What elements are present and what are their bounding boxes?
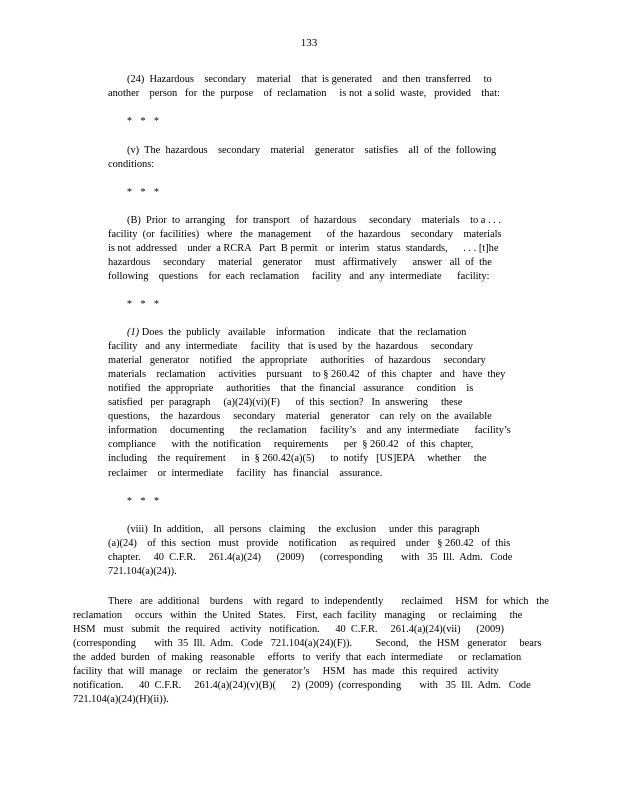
text-line: [73, 651, 521, 665]
text-line: [108, 340, 473, 354]
text-run: materials reclamation activities pursuant to § 260.42 of this chapter and have they: [108, 369, 506, 381]
text-line: [108, 551, 512, 565]
text-line: [108, 537, 510, 551]
text-line: [73, 609, 522, 623]
text-run: hazardous secondary material generator must affirmatively answer all of the: [108, 257, 492, 269]
ellipsis-stars: * * *: [127, 116, 162, 127]
text-line: [127, 326, 466, 340]
text-run: Does the publicly available information indicate that the reclamation: [139, 327, 467, 338]
text-line: [108, 368, 505, 382]
text-line: [108, 158, 154, 172]
text-line: [108, 256, 492, 270]
italic-marker: (1): [127, 327, 140, 338]
text-line: [127, 73, 492, 87]
text-line: [108, 228, 502, 242]
text-line: [108, 565, 177, 579]
text-run: reclamation occurs within the United States. First, each facility managing or reclaiming the: [73, 610, 523, 622]
text-line: [108, 354, 486, 368]
text-line: [108, 467, 382, 481]
text-line: [108, 87, 500, 101]
text-line: [73, 623, 504, 637]
text-run: (24) Hazardous secondary material that is generated and then transferred to: [127, 74, 492, 85]
text-run: There are additional burdens with regard to independently reclaimed HSM for which the: [108, 596, 549, 607]
text-line: [73, 665, 499, 679]
text-run: information documenting the reclamation facility’s and any intermediate facility’s: [108, 425, 511, 437]
text-line: [127, 523, 480, 537]
text-run: (viii) In addition, all persons claiming the exclusion under this paragraph: [127, 524, 480, 535]
text-run: the added burden of making reasonable efforts to verify that each intermediate or reclamation: [73, 652, 522, 664]
text-line: [73, 693, 169, 707]
text-run: (B) Prior to arranging for transport of hazardous secondary materials to a . . .: [127, 215, 501, 226]
text-run: conditions:: [108, 159, 155, 171]
text-line: [73, 679, 531, 693]
text-run: another person for the purpose of reclamation is not a solid waste, provided that:: [108, 88, 500, 100]
text-line: [108, 452, 487, 466]
text-line: [108, 270, 489, 284]
text-run: (corresponding with 35 Ill. Adm. Code 721.104(a)(24)(F)). Second, the HSM generator bears: [73, 638, 542, 650]
text-run: reclaimer or intermediate facility has financial assurance.: [108, 467, 383, 479]
ellipsis-stars: * * *: [127, 187, 162, 198]
text-run: 721.104(a)(24)(H)(ii)).: [73, 694, 169, 706]
text-line: [108, 382, 473, 396]
text-run: is not addressed under a RCRA Part B permit or interim status standards, . . . [t]he: [108, 243, 499, 255]
text-run: facility and any intermediate facility that is used by the hazardous secondary: [108, 341, 474, 353]
ellipsis-stars: * * *: [127, 496, 162, 507]
text-run: satisfied per paragraph (a)(24)(vi)(F) of this section? In answering these: [108, 397, 463, 409]
text-run: material generator notified the appropriate authorities of hazardous secondary: [108, 355, 486, 367]
text-line: [108, 424, 511, 438]
text-line: [127, 144, 496, 158]
text-run: HSM must submit the required activity notification. 40 C.F.R. 261.4(a)(24)(vii) (2009): [73, 624, 504, 636]
text-run: following questions for each reclamation facility and any intermediate facility:: [108, 271, 490, 283]
text-run: notification. 40 C.F.R. 261.4(a)(24)(v)(B)( 2) (2009) (corresponding with 35 Ill. Adm. Code: [73, 680, 531, 692]
text-line: [108, 396, 462, 410]
text-line: [127, 214, 501, 228]
text-run: 721.104(a)(24)).: [108, 566, 177, 578]
page-number: 133: [300, 37, 318, 49]
text-run: facility (or facilities) where the management of the hazardous secondary materials: [108, 229, 502, 241]
text-run: including the requirement in § 260.42(a)(5) to notify [US]EPA whether the: [108, 453, 487, 465]
text-line: [108, 410, 492, 424]
text-line: [108, 438, 473, 452]
ellipsis-stars: * * *: [127, 299, 162, 310]
text-run: chapter. 40 C.F.R. 261.4(a)(24) (2009) (corresponding with 35 Ill. Adm. Code: [108, 552, 513, 564]
text-run: notified the appropriate authorities that the financial assurance condition is: [108, 383, 474, 395]
text-run: facility that will manage or reclaim the generator’s HSM has made this required activity: [73, 666, 499, 678]
text-line: [73, 637, 541, 651]
text-run: questions, the hazardous secondary material generator can rely on the available: [108, 411, 492, 423]
text-line: [108, 242, 498, 256]
text-run: (a)(24) of this section must provide notification as required under § 260.42 of this: [108, 538, 511, 550]
text-run: (v) The hazardous secondary material generator satisfies all of the following: [127, 145, 497, 156]
text-line: [108, 595, 549, 609]
text-run: compliance with the notification requirements per § 260.42 of this chapter,: [108, 439, 474, 451]
